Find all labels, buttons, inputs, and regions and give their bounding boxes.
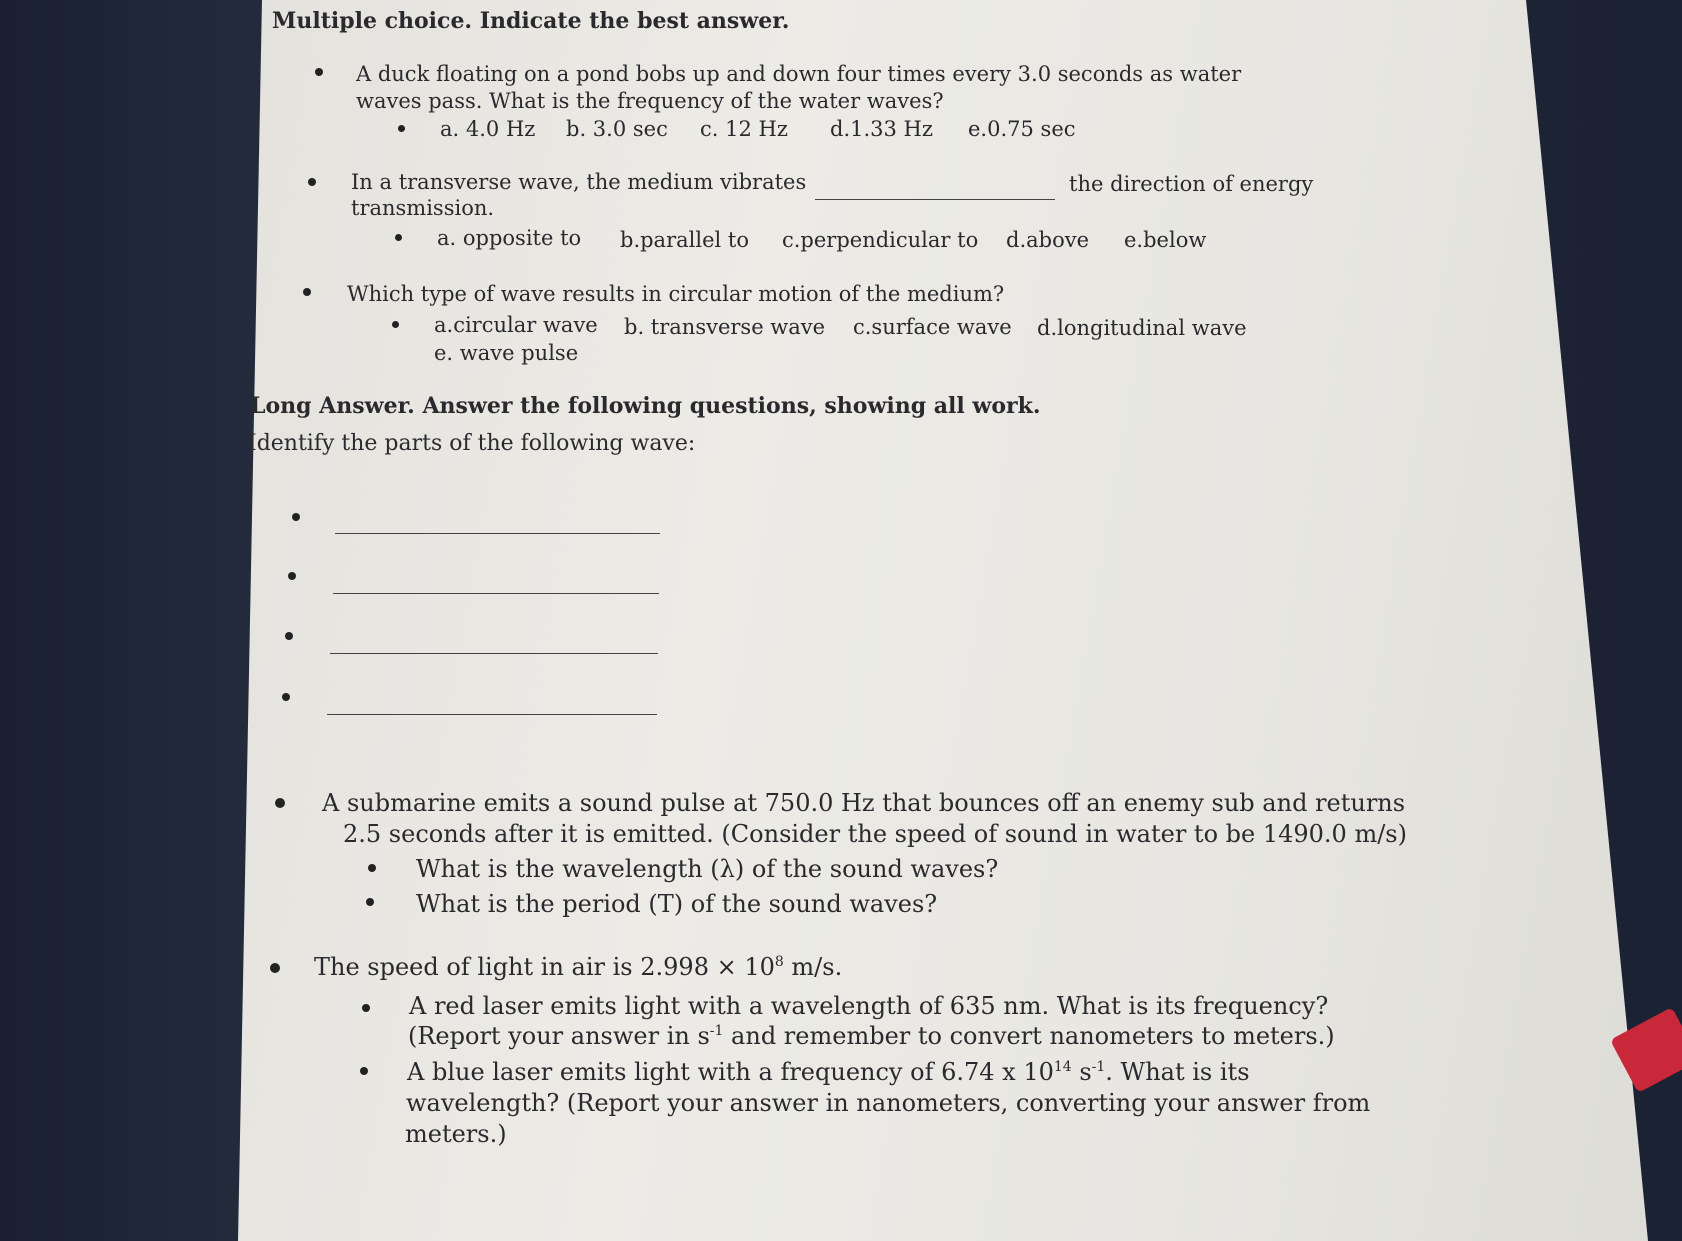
question-2-line-2: transmission. [351,196,495,220]
identify-prompt: Identify the parts of the following wave: [248,431,696,456]
q3-option-b: b. transverse wave [624,315,826,339]
red-laser-line-2: (Report your answer in $s^{-1}$ and remember to convert nanometers to meters.) [408,1022,1335,1050]
q1-option-b: b. 3.0 sec [566,117,668,141]
answer-blank [815,199,1055,200]
q1-option-d: d.1.33 Hz [830,117,933,141]
q2-option-a: a. opposite to [437,226,582,250]
submarine-line-1: A submarine emits a sound pulse at 750.0 Hz that bounces off an enemy sub and returns [322,789,1406,817]
q3-option-c: c.surface wave [853,315,1012,339]
q3-option-a: a.circular wave [434,313,598,337]
bullet-icon [360,1067,368,1075]
light-intro: The speed of light in air is $2.998 \times 10^8$ m/s. [314,953,843,981]
q1-option-a: a. 4.0 Hz [440,117,536,141]
bullet-icon [366,898,374,906]
submarine-line-2: 2.5 seconds after it is emitted. (Consider the speed of sound in water to be 1490.0 m/s) [343,820,1407,848]
submarine-sub-question-2: What is the period (T) of the sound waves? [416,890,938,918]
q1-option-c: c. 12 Hz [700,117,788,141]
question-2-part-1: In a transverse wave, the medium vibrates [351,170,807,194]
q2-option-d: d.above [1006,228,1090,252]
q3-option-d: d.longitudinal wave [1037,316,1247,340]
wave-part-blank-3 [330,653,658,654]
blue-laser-line-3: meters.) [405,1120,507,1148]
wave-part-blank-4 [327,714,657,715]
bullet-icon [398,125,405,132]
bullet-icon [362,1004,370,1012]
blue-laser-line-2: wavelength? (Report your answer in nanometers, converting your answer from [406,1089,1371,1117]
bullet-icon [303,288,311,296]
bullet-icon [308,178,316,186]
blue-laser-line-1: A blue laser emits light with a frequency of 6.74 x $10^{14}$ $s^{-1}$. What is its [407,1058,1250,1086]
q2-option-e: e.below [1124,228,1207,252]
question-3-line-1: Which type of wave results in circular motion of the medium? [347,282,1005,306]
q2-option-c: c.perpendicular to [782,228,979,252]
bullet-icon [315,68,323,76]
wave-part-blank-2 [333,593,659,594]
bullet-icon [285,632,293,640]
wave-part-blank-1 [335,533,660,534]
bullet-icon [282,693,290,701]
long-answer-heading: Long Answer. Answer the following questions, showing all work. [250,393,1041,419]
bullet-icon [368,864,376,872]
bullet-icon [275,798,285,808]
submarine-sub-question-1: What is the wavelength (λ) of the sound waves? [416,855,999,883]
q3-option-e: e. wave pulse [434,341,579,365]
bullet-icon [270,963,280,973]
q2-option-b: b.parallel to [620,228,749,252]
multiple-choice-heading: Multiple choice. Indicate the best answer. [272,8,790,34]
bullet-icon [395,234,402,241]
bullet-icon [292,513,300,521]
question-1-line-1: A duck floating on a pond bobs up and down four times every 3.0 seconds as water [356,62,1242,86]
question-1-line-2: waves pass. What is the frequency of the water waves? [356,89,944,113]
question-2-part-2: the direction of energy [1069,172,1314,196]
q1-option-e: e.0.75 sec [968,117,1076,141]
red-laser-line-1: A red laser emits light with a wavelength of 635 nm. What is its frequency? [409,992,1329,1020]
bullet-icon [288,572,296,580]
bullet-icon [392,321,399,328]
